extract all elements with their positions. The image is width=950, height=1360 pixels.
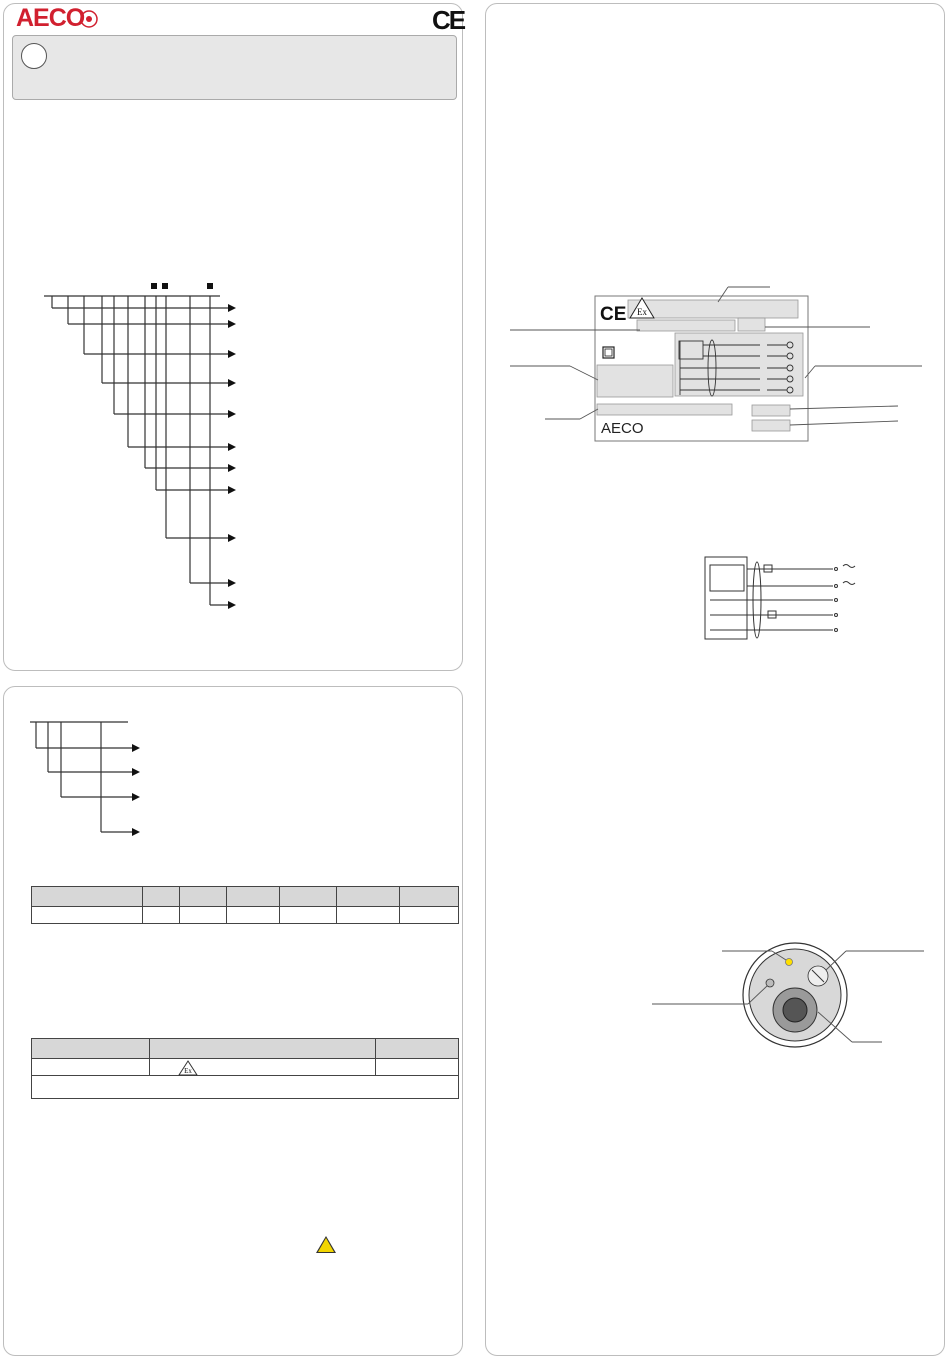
table-row bbox=[32, 1076, 459, 1099]
led-indicator bbox=[786, 959, 793, 966]
label-ce-mark: CE bbox=[600, 304, 627, 325]
svg-text:Ex: Ex bbox=[184, 1067, 192, 1075]
ce-mark: CE bbox=[432, 5, 465, 35]
ex-explosion-proof-icon bbox=[178, 1060, 198, 1076]
warning-triangle-icon bbox=[318, 1238, 334, 1252]
table-row bbox=[32, 1059, 459, 1076]
aeco-logo: AECO bbox=[16, 4, 85, 32]
label-aeco-logo: AECO bbox=[601, 420, 644, 437]
label-ex-icon: Ex bbox=[637, 307, 647, 317]
